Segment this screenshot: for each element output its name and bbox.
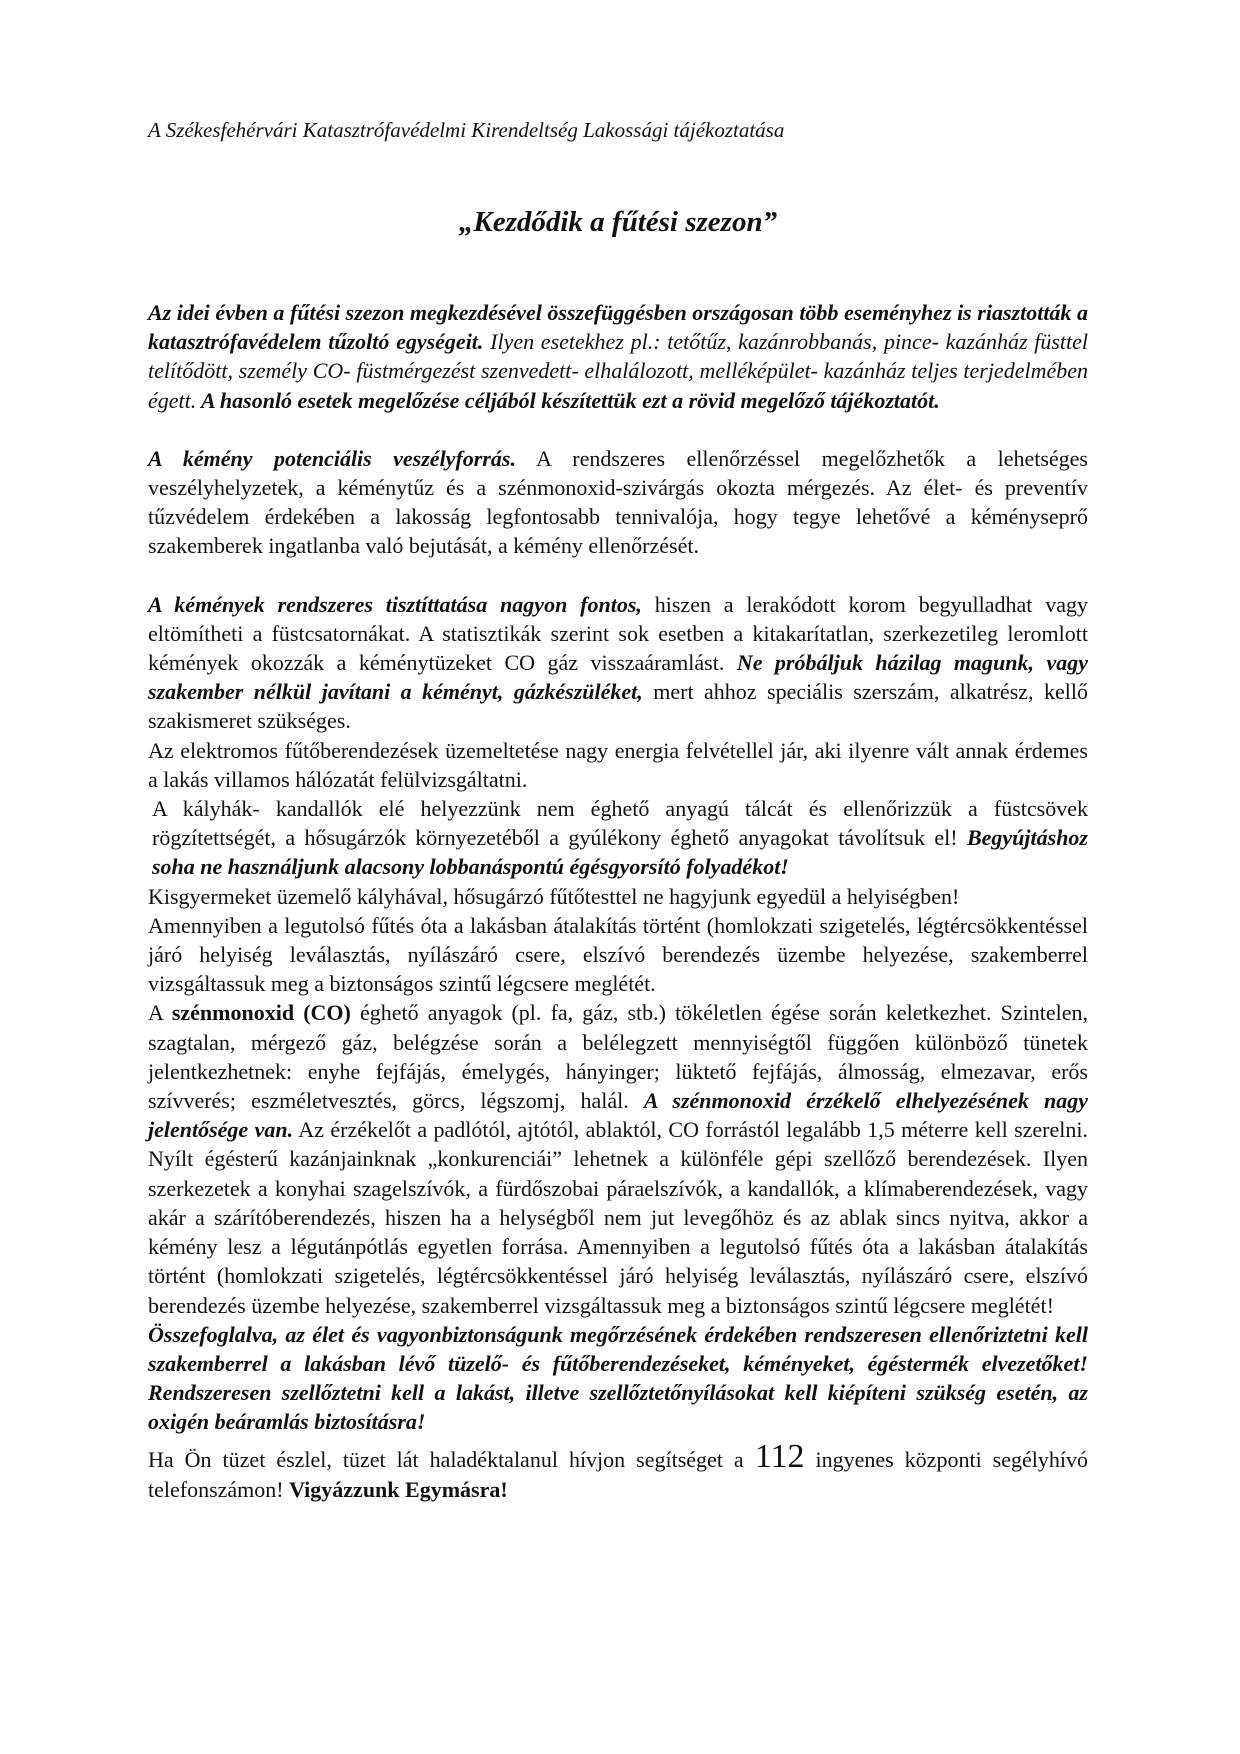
intro-examples: Ilyen esetekhez pl.: tetőtűz, kazánrobbanás, pince- kazánház füsttel telítődött, személy CO- füstmérgezést szenvedett- elhalálozott, melléképület- kazánház teljes terjedelmében égett.	[148, 329, 1088, 413]
intro-paragraph	[148, 298, 1088, 415]
children-warning-paragraph: Kisgyermeket üzemelő kályhával, hősugárzó fűtőtesttel ne hagyjunk egyedül a helyiségben!	[148, 883, 960, 909]
co-article: A	[148, 1000, 172, 1026]
co-detector-text: Az érzékelőt a padlótól, ajtótól, ablaktól, CO forrástól legalább 1,5 méterre kell szerelni. Nyílt égésterű kazánjainknak „konkurenciái” lehetnek a különféle gépi szellőző berendezések. Ilyen szerkezetek a konyhai szagelszívók, a fürdőszobai páraelszívók, a kandallók, a klímaberendezések, vagy akár a szárítóberendezés, hiszen ha a helységből nem jut levegőhöz és az ablak sincs nyitva, akkor a kémény lesz a légutánpótlás egyetlen forrása. Amennyiben a legutolsó fűtés óta a lakásban átalakítás történt (homlokzati szigetelés, légtércsökkentéssel járó helyiség leválasztás, nyílászáró csere, elszívó berendezés üzembe helyezése, szakemberrel vizsgáltassuk meg a biztonságos szintű légcsere meglétét!	[148, 1117, 1089, 1318]
chimney-hazard-text: A rendszeres ellenőrzéssel megelőzhetők a lehetséges veszélyhelyzetek, a kéménytűz és a szénmonoxid-szivárgás okozta mérgezés. Az élet- és preventív tűzvédelem érdekében a lakosság legfontosabb tennivalója, hogy tegye lehetővé a kéményseprő szakemberek ingatlanba való bejutását, a kémény ellenőrzését.	[148, 445, 1088, 559]
diy-repair-text: mert ahhoz speciális szerszám, alkatrész, kellő szakismeret szükséges.	[148, 679, 1088, 734]
chimney-cleaning-text: hiszen a lerakódott korom begyulladhat vagy eltömítheti a füstcsatornákat. A statisztikák szerint sok esetben a kitakarítatlan, szerkezetileg leromlott kémények okozzák a kéménytüzeket CO gáz visszaáramlást.	[148, 591, 1088, 676]
document-title: „Kezdődik a fűtési szezon”	[458, 206, 778, 238]
diy-repair-warning: Ne próbáljuk házilag magunk, vagy szakember nélkül javítani a kéményt, gázkészüléket,	[148, 650, 1089, 705]
stoves-text: A kályhák- kandallók elé helyezzünk nem éghető anyagú tálcát és ellenőrizzük a füstcsövek rögzítettségét, a hősugárzók környezetéből a gyúlékony éghető anyagokat távolítsuk el!	[152, 796, 1088, 851]
summary-paragraph: Összefoglalva, az élet és vagyonbiztonságunk megőrzésének érdekében rendszeresen ellenőriztetni kell szakemberrel a lakásban lévő tüzelő- és fűtőberendezéseket, kéményeket, égéstermék elvezetőket! Rendszeresen szellőztetni kell a lakást, illetve szellőztetőnyílásokat kell kiépíteni szükség esetén, az oxigén beáramlás biztosításra!	[148, 1321, 1088, 1435]
emergency-call-text-2: ingyenes központi segélyhívó telefonszámon!	[148, 1446, 1088, 1502]
intro-bold-purpose: A hasonló esetek megelőzése céljából készítettük ezt a rövid megelőző tájékoztatót.	[196, 387, 940, 413]
emergency-call-paragraph	[148, 1437, 1088, 1505]
chimney-cleaning-paragraph	[148, 590, 1088, 736]
electric-heating-paragraph: Az elektromos fűtőberendezések üzemeltetése nagy energia felvétellel jár, aki ilyenre vált annak érdemes a lakás villamos hálózatát felülvizsgáltatni.	[148, 737, 1088, 792]
emergency-number: 112	[754, 1437, 805, 1475]
intro-bold-lead: Az idei évben a fűtési szezon megkezdésével összefüggésben országosan több eseményhez is riasztották a katasztrófavédelem tűzoltó egységeit.	[148, 300, 1088, 355]
closing-slogan: Vigyázzunk Egymásra!	[289, 1476, 508, 1502]
emergency-call-text: Ha Ön tüzet észlel, tüzet lát haladéktalanul hívjon segítséget a	[148, 1446, 755, 1472]
co-term: szénmonoxid (CO)	[171, 1000, 351, 1026]
stoves-paragraph	[148, 794, 1088, 882]
co-detector-emphasis: A szénmonoxid érzékelő elhelyezésének nagy jelentősége van.	[148, 1088, 1088, 1143]
organization-header: A Székesfehérvári Katasztrófavédelmi Kirendeltség Lakossági tájékoztatása	[148, 118, 785, 142]
chimney-hazard-paragraph	[148, 444, 1088, 561]
renovation-paragraph: Amennyiben a legutolsó fűtés óta a lakásban átalakítás történt (homlokzati szigetelés, légtércsökkentéssel járó helyiség leválasztás, nyílászáró csere, elszívó berendezés üzembe helyezése, szakemberrel vizsgáltassuk meg a biztonságos szintű légcsere meglétét.	[148, 912, 1088, 997]
carbon-monoxide-paragraph	[148, 998, 1088, 1319]
co-description: éghető anyagok (pl. fa, gáz, stb.) tökéletlen égése során keletkezhet. Szintelen, szagtalan, mérgező gáz, belégzése során a belélegzett mennyiségtől függően különböző tünetek jelentkezhetnek: enyhe fejfájás, émelygés, hányinger; lüktető fejfájás, álmosság, elmezavar, erős szívverés; eszméletvesztés, görcs, légszomj, halál.	[148, 1000, 1088, 1114]
document-body	[148, 116, 1088, 1505]
ignition-fluid-warning: Begyújtáshoz soha ne használjunk alacsony lobbanáspontú égésgyorsító folyadékot!	[152, 825, 1088, 880]
chimney-hazard-lead: A kémény potenciális veszélyforrás.	[148, 445, 516, 471]
chimney-cleaning-lead: A kémények rendszeres tisztíttatása nagyon fontos,	[148, 591, 642, 617]
